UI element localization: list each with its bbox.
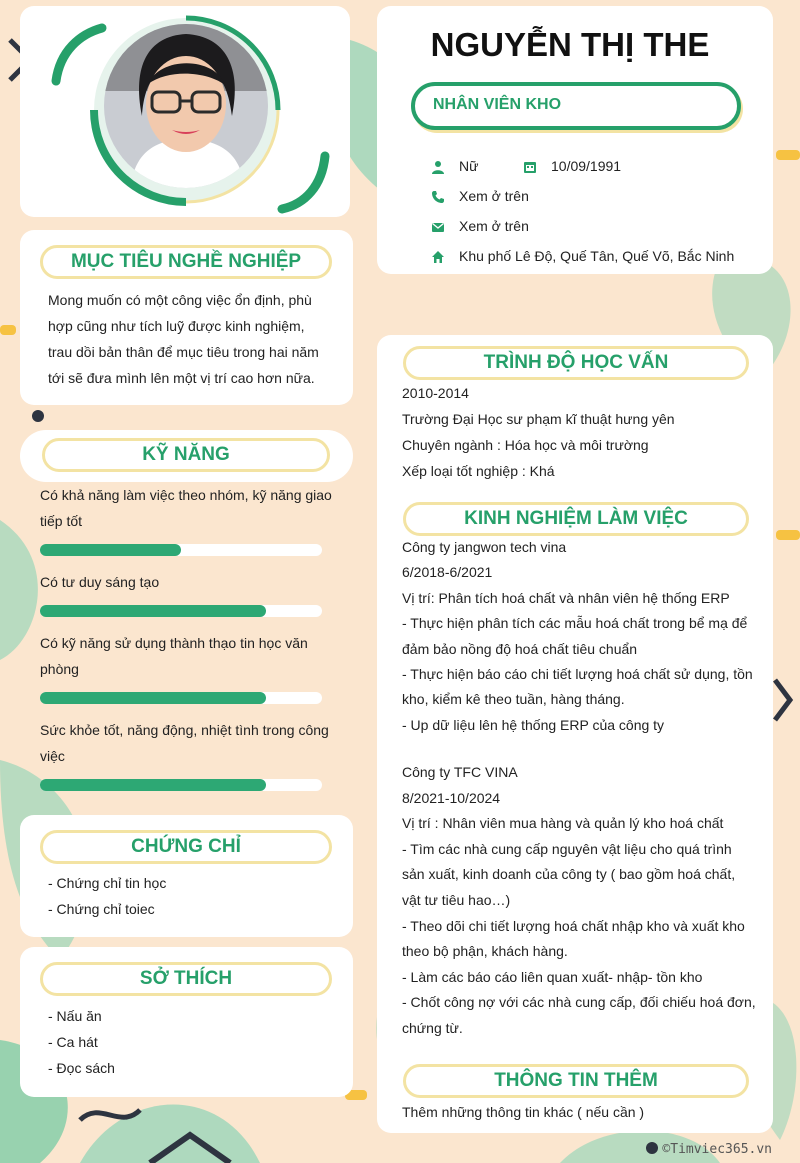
skill-bar-fill bbox=[40, 605, 266, 617]
position-pill bbox=[411, 82, 741, 130]
list-item: - Nấu ăn bbox=[48, 1008, 102, 1024]
certificates-card bbox=[20, 815, 353, 937]
extra-heading: THÔNG TIN THÊM bbox=[403, 1064, 749, 1098]
skill-bar bbox=[40, 692, 322, 704]
skills-heading: KỸ NĂNG bbox=[42, 438, 330, 472]
phone-icon bbox=[431, 190, 445, 204]
list-item: - Đọc sách bbox=[48, 1060, 115, 1076]
birthdate-value: 10/09/1991 bbox=[551, 158, 622, 174]
header-card bbox=[377, 6, 773, 274]
list-item: - Chứng chỉ toiec bbox=[48, 901, 155, 917]
skill-bar bbox=[40, 605, 322, 617]
address-row bbox=[431, 246, 734, 266]
person-icon bbox=[431, 160, 445, 174]
hobbies-list bbox=[48, 1003, 115, 1081]
gender-value: Nữ bbox=[459, 158, 479, 174]
main-card bbox=[377, 335, 773, 1133]
position-title: NHÂN VIÊN KHO bbox=[433, 96, 562, 113]
watermark: ©Timviec365.vn bbox=[662, 1142, 772, 1157]
skill-text: Có kỹ năng sử dụng thành thạo tin học văn phòng bbox=[40, 635, 308, 677]
email-value: Xem ở trên bbox=[459, 218, 529, 234]
phone-row bbox=[431, 186, 529, 206]
skill-text: Có tư duy sáng tạo bbox=[40, 574, 160, 590]
skill-bar-fill bbox=[40, 779, 266, 791]
mail-icon bbox=[431, 220, 445, 234]
hobbies-card bbox=[20, 947, 353, 1097]
skill-bar bbox=[40, 779, 322, 791]
skill-bar-fill bbox=[40, 692, 266, 704]
education-text: 2010-2014 Trường Đại Học sư phạm kĩ thuật hưng yên Chuyên ngành : Hóa học và môi trường Xếp loại tốt nghiệp : Khá bbox=[402, 385, 675, 479]
skill-bar-fill bbox=[40, 544, 181, 556]
experience-job: Công ty TFC VINA 8/2021-10/2024 Vị trí : Nhân viên mua hàng và quản lý kho hoá chất - Tìm các nhà cung cấp nguyên vật liệu cho quá trình sản xuất, kinh doanh của công ty ( bao gồm hoá chất, vật tư tiêu hao…) - Theo dõi chi tiết lượng hoá chất nhập kho và xuất kho theo bộ phận, khách hàng. - Làm các báo cáo liên quan xuất- nhập- tồn kho - Chốt công nợ với các nhà cung cấp, đối chiếu hoá đơn, chứng từ. bbox=[402, 764, 756, 1036]
objective-heading: MỤC TIÊU NGHỀ NGHIỆP bbox=[40, 245, 332, 279]
skills-heading-card bbox=[20, 430, 353, 482]
skill-bar bbox=[40, 544, 322, 556]
certificates-list bbox=[48, 870, 166, 922]
objective-text: Mong muốn có một công việc ổn định, phù hợp cũng như tích luỹ được kinh nghiệm, trau dồi bản thân để mục tiêu trong hai năm tới sẽ đưa mình lên một vị trí cao hơn nữa. bbox=[48, 292, 319, 386]
home-icon bbox=[431, 250, 445, 264]
list-item: - Chứng chỉ tin học bbox=[48, 875, 167, 891]
avatar-frame bbox=[20, 6, 350, 217]
address-value: Khu phố Lê Độ, Quế Tân, Quế Võ, Bắc Ninh bbox=[459, 248, 735, 264]
email-row bbox=[431, 216, 529, 236]
photo-card bbox=[20, 6, 350, 217]
hobbies-heading: SỞ THÍCH bbox=[40, 962, 332, 996]
extra-text: Thêm những thông tin khác ( nếu cần ) bbox=[402, 1104, 645, 1120]
birthdate-row bbox=[523, 156, 621, 176]
gender-row bbox=[431, 156, 478, 176]
experience-job: Công ty jangwon tech vina 6/2018-6/2021 Vị trí: Phân tích hoá chất và nhân viên hệ thống ERP - Thực hiện phân tích các mẫu hoá chất trong bể mạ để đảm bảo nồng độ hoá chất tiêu chuẩn - Thực hiện báo cáo chi tiết lượng hoá chất sử dụng, tồn kho, kiểm kê theo tuần, hàng tháng. - Up dữ liệu lên hệ thống ERP của công ty bbox=[402, 539, 753, 733]
skill-text: Có khả năng làm việc theo nhóm, kỹ năng giao tiếp tốt bbox=[40, 487, 332, 529]
skill-text: Sức khỏe tốt, năng động, nhiệt tình trong công việc bbox=[40, 722, 329, 764]
candidate-name: NGUYỄN THỊ THE bbox=[430, 26, 710, 63]
experience-heading: KINH NGHIỆM LÀM VIỆC bbox=[403, 502, 749, 536]
objective-card bbox=[20, 230, 353, 405]
certificates-heading: CHỨNG CHỈ bbox=[40, 830, 332, 864]
calendar-icon bbox=[523, 160, 537, 174]
list-item: - Ca hát bbox=[48, 1034, 98, 1050]
education-heading: TRÌNH ĐỘ HỌC VẤN bbox=[403, 346, 749, 380]
phone-value: Xem ở trên bbox=[459, 188, 529, 204]
